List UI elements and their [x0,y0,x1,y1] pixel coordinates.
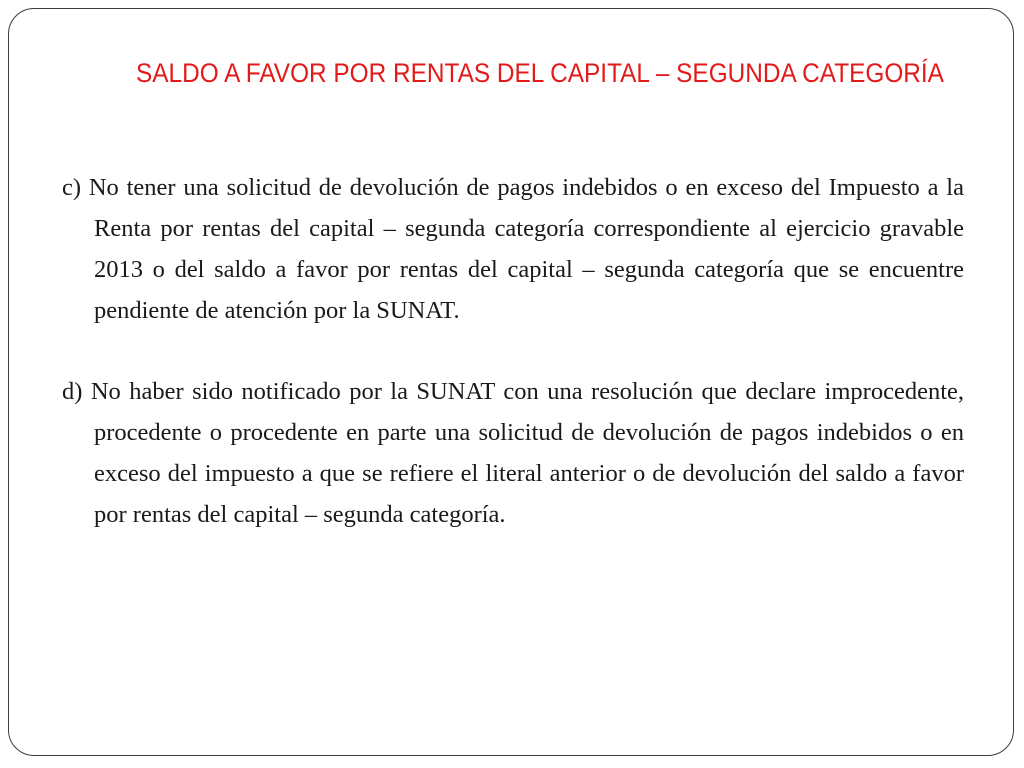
slide-body [62,167,964,535]
paragraph-d: d) No haber sido notificado por la SUNAT con una resolución que declare improcedente, procedente o procedente en parte una solicitud de devolución de pagos indebidos o en exceso del impuesto a que se refiere el literal anterior o de devolución del saldo a favor por rentas del capital – segunda categoría. [62,378,964,528]
slide-title: SALDO A FAVOR POR RENTAS DEL CAPITAL – SEGUNDA CATEGORÍA [136,58,944,88]
paragraph-c: c) No tener una solicitud de devolución de pagos indebidos o en exceso del Impuesto a la Renta por rentas del capital – segunda categoría correspondiente al ejercicio gravable 2013 o del saldo a favor por rentas del capital – segunda categoría que se encuentre pendiente de atención por la SUNAT. [62,174,964,324]
